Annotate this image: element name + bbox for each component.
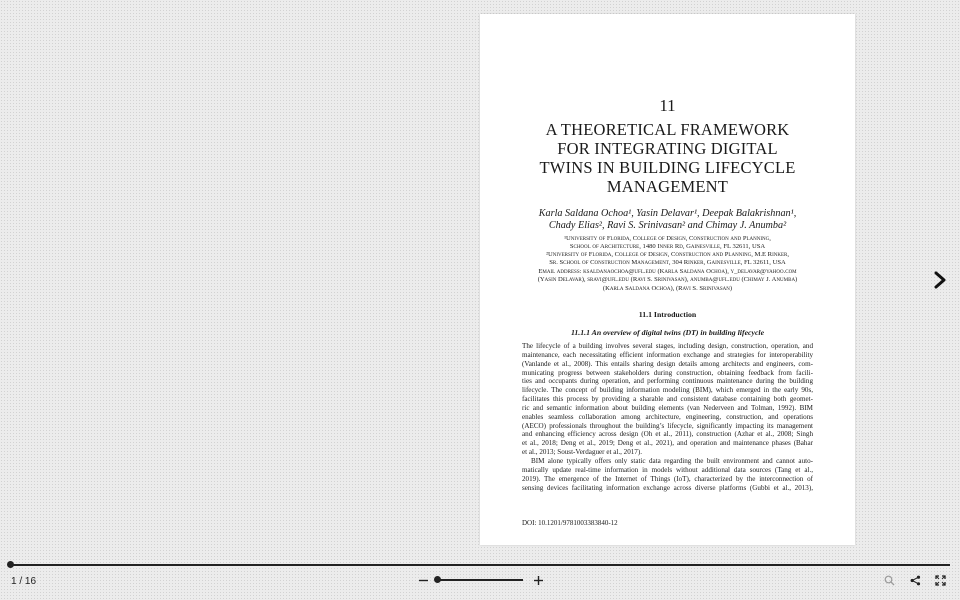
authors-line: Chady Elias², Ravi S. Srinivasan² and Chimay J. Anumba² [548, 219, 787, 231]
text-line: lifecycle. The concept of building information modeling (BIM), which emerged in the early 90s, [522, 386, 813, 395]
affiliation-1 [508, 235, 827, 252]
authors [510, 208, 825, 231]
text-line: (AECO) professionals throughout the building’s lifecycle, significantly impacting its management [522, 421, 813, 430]
search-icon [884, 575, 895, 586]
next-page-button[interactable] [928, 267, 952, 293]
chapter-number: 11 [659, 96, 676, 115]
page-indicator: 1 / 16 [11, 576, 37, 587]
text-line: matically update real-time information in models without additional data sources (Tang et al., [522, 465, 813, 474]
chapter-title-line: A THEORETICAL FRAMEWORK [545, 120, 790, 139]
chapter-title-line: FOR INTEGRATING DIGITAL [557, 139, 778, 158]
chapter-title [520, 120, 815, 196]
text-line: ric and semantic information about building elements (van Nederveen and Tolman, 1992). BIM [522, 403, 813, 412]
bottom-toolbar [0, 566, 960, 600]
affiliation-2 [508, 251, 827, 268]
text-line: BIM alone typically offers only static data regarding the built environment and cannot auto- [531, 456, 813, 465]
zoom-out-button[interactable] [415, 571, 431, 589]
text-line: 2019). The emergence of the Internet of Things (IoT), characterized by the interconnection of [522, 474, 813, 483]
fullscreen-button[interactable] [932, 572, 948, 588]
doi: DOI: 10.1201/9781003383840-12 [522, 519, 618, 527]
text-line: The lifecycle of a building involves several stages, including design, construction, operation, and [522, 342, 813, 350]
text-line: and enhancing efficiency across design (Oh et al., 2011), construction (Azhar et al., 2008; Singh [522, 430, 813, 439]
search-button[interactable] [881, 572, 897, 588]
email-addresses [516, 268, 819, 293]
email-line: (Karla Saldana Ochoa), (Ravi S. Srinivasan) [602, 284, 733, 292]
chapter-title-line: TWINS IN BUILDING LIFECYCLE [539, 158, 796, 177]
text-line: (Vanlande et al., 2008). This entails sharing design details among architects and engineers, com- [522, 359, 813, 368]
plus-icon [533, 575, 544, 586]
affiliation-line: Sr. School of Construction Management, 304 Rinker, Gainesville, FL 32611, USA [549, 259, 786, 267]
paragraph [522, 342, 813, 457]
text-line: et al., 2013; Soust-Verdaguer et al., 2017). [522, 448, 642, 457]
affiliation-line: ¹University of Florida, College of Design, Construction and Planning, [564, 235, 771, 242]
share-icon [910, 575, 921, 586]
text-line: facilitates this process by providing a sharable and consistent database containing both geomet- [522, 395, 813, 404]
affiliation-line: School of Architecture, 1480 Inner Rd, Gainesville, FL 32611, USA [569, 243, 766, 251]
minus-icon [418, 575, 429, 586]
email-line: Email address: ksaldanaochoa@ufl.edu (Karla Saldana Ochoa), y_delavar@yahoo.com [538, 268, 797, 275]
share-button[interactable] [907, 572, 923, 588]
zoom-slider-handle[interactable] [434, 576, 441, 583]
document-page [480, 14, 855, 545]
text-line: et al., 2018; Deng et al., 2019; Deng et al., 2021), and operation and maintenance phases (Bahar [522, 439, 813, 448]
zoom-in-button[interactable] [530, 571, 546, 589]
subsection-heading: 11.1.1 An overview of digital twins (DT) in building lifecycle [570, 328, 765, 337]
paragraph [522, 457, 813, 492]
text-line: sensing devices facilitating information exchange across diverse platforms (Gubbi et al., 2013), [522, 483, 813, 492]
chapter-title-line: MANAGEMENT [606, 177, 729, 196]
body-text [522, 342, 813, 492]
text-line: municating progress between stakeholders during construction, obtaining feedback from facili- [522, 368, 813, 377]
fullscreen-icon [935, 575, 946, 586]
chevron-right-icon [933, 271, 947, 289]
zoom-slider-track[interactable] [437, 579, 523, 581]
text-line: enables seamless collaboration among architecture, engineering, construction, and operations [522, 412, 813, 421]
text-line: ties and occupants during operation, and performing continuous maintenance during the building [522, 377, 813, 386]
section-heading: 11.1 Introduction [638, 310, 697, 319]
email-line: (Yasin Delavar), sravi@ufl.edu (Ravi S. Srinivasan), anumba@ufl.edu (Chimay J. Anumba) [537, 276, 798, 284]
affiliation-line: ²University of Florida, College of Design, Construction and Planning, M.E Rinker, [545, 251, 790, 258]
authors-line: Karla Saldana Ochoa¹, Yasin Delavar¹, Deepak Balakrishnan¹, [538, 208, 797, 219]
text-line: maintenance, each necessitating efficient information exchange and strategies for interoperability [522, 350, 813, 359]
